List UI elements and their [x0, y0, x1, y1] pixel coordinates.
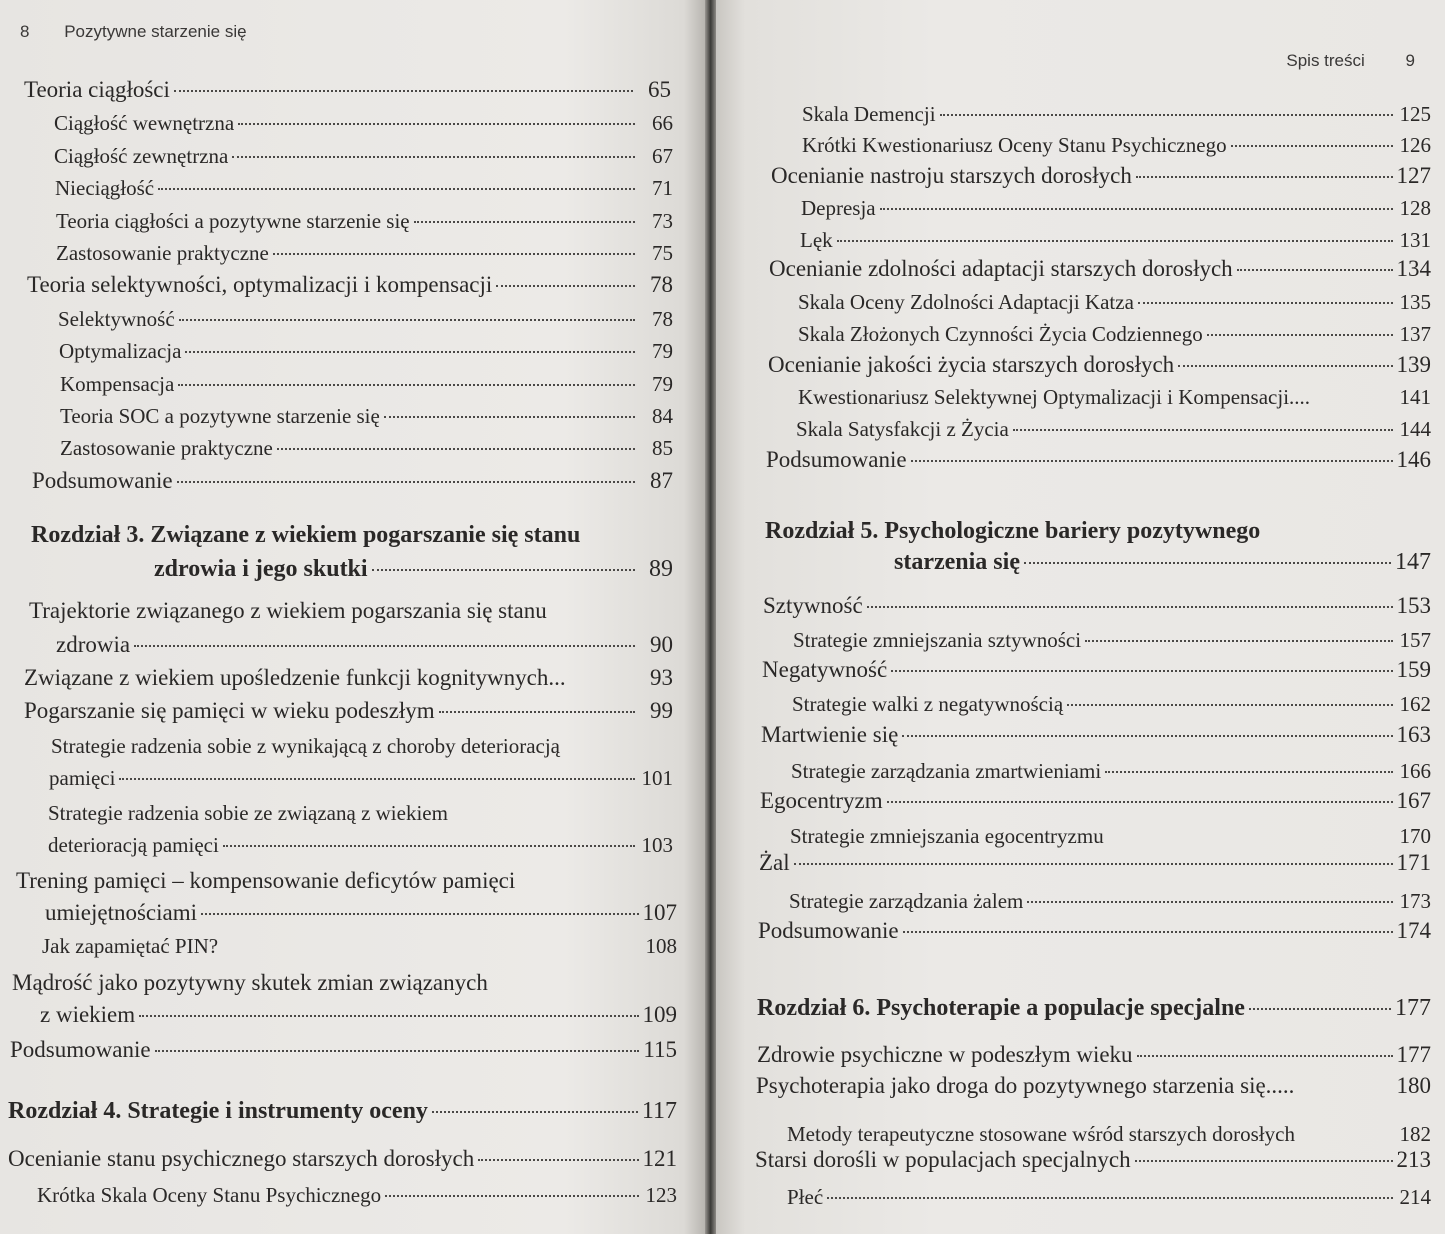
toc-entry: Strategie zmniejszania sztywności 157 — [793, 628, 1431, 652]
page-number: 9 — [1405, 51, 1415, 70]
toc-entry: Zdrowie psychiczne w podeszłym wieku 177 — [757, 1042, 1431, 1067]
toc-entry: deterioracją pamięci 103 — [48, 833, 673, 857]
toc-line: Strategie radzenia sobie ze związaną z wiekiem — [48, 801, 448, 825]
toc-entry: Strategie zarządzania zmartwieniami 166 — [791, 759, 1431, 783]
toc-entry: Podsumowanie 87 — [32, 468, 673, 493]
toc-entry: Strategie walki z negatywnością 162 — [792, 692, 1431, 716]
toc-entry: Zastosowanie praktyczne 75 — [56, 241, 673, 265]
toc-entry: Krótki Kwestionariusz Oceny Stanu Psychicznego 126 — [802, 133, 1431, 157]
toc-entry: zdrowia i jego skutki 89 — [154, 556, 673, 582]
toc-entry: Skala Satysfakcji z Życia 144 — [796, 417, 1431, 441]
toc-entry: Kompensacja 79 — [60, 372, 673, 396]
toc-entry: Strategie zarządzania żalem 173 — [789, 889, 1431, 913]
toc-entry: starzenia się 147 — [894, 549, 1431, 575]
toc-entry: Związane z wiekiem upośledzenie funkcji kognitywnych... 93 — [24, 665, 673, 690]
toc-entry: Ocenianie stanu psychicznego starszych dorosłych 121 — [8, 1146, 677, 1171]
page-number: 8 — [20, 22, 30, 41]
running-title: Pozytywne starzenie się — [64, 22, 247, 41]
chapter-heading: Rozdział 3. Związane z wiekiem pogarszanie się stanu — [31, 522, 581, 548]
toc-line: Trajektorie związanego z wiekiem pogarszania się stanu — [29, 598, 547, 623]
toc-entry: zdrowia 90 — [56, 632, 673, 657]
toc-entry: Selektywność 78 — [58, 307, 673, 331]
toc-entry: Skala Oceny Zdolności Adaptacji Katza 135 — [798, 290, 1431, 314]
toc-entry: Starsi dorośli w populacjach specjalnych 213 — [755, 1147, 1431, 1172]
toc-entry: Martwienie się 163 — [761, 722, 1431, 747]
toc-entry: Podsumowanie 115 — [10, 1037, 677, 1062]
toc-entry: Żal 171 — [759, 850, 1431, 875]
toc-entry: Ocenianie zdolności adaptacji starszych dorosłych 134 — [769, 256, 1431, 281]
toc-entry: Depresja 128 — [801, 196, 1431, 220]
toc-entry: Podsumowanie 174 — [758, 918, 1431, 943]
left-page — [0, 0, 705, 1234]
toc-entry: umiejętnościami 107 — [45, 900, 677, 925]
toc-entry: Strategie zmniejszania egocentryzmu 170 — [790, 824, 1431, 848]
toc-entry: Kwestionariusz Selektywnej Optymalizacji i Kompensacji.... 141 — [798, 385, 1431, 409]
toc-entry: Metody terapeutyczne stosowane wśród starszych dorosłych 182 — [787, 1122, 1431, 1146]
toc-entry: Skala Demencji 125 — [802, 102, 1431, 126]
toc-entry: Ocenianie jakości życia starszych dorosłych 139 — [768, 352, 1431, 377]
toc-entry: Krótka Skala Oceny Stanu Psychicznego 123 — [37, 1183, 677, 1207]
toc-entry: Rozdział 4. Strategie i instrumenty oceny 117 — [8, 1098, 677, 1124]
toc-entry: Podsumowanie 146 — [766, 447, 1431, 472]
toc-entry: Nieciągłość 71 — [55, 176, 673, 200]
toc-entry: Psychoterapia jako droga do pozytywnego starzenia się..... 180 — [756, 1073, 1431, 1098]
toc-entry: Pogarszanie się pamięci w wieku podeszłym 99 — [24, 698, 673, 723]
book-gutter — [705, 0, 716, 1234]
chapter-heading: Rozdział 5. Psychologiczne bariery pozytywnego — [765, 518, 1261, 544]
toc-entry: Ocenianie nastroju starszych dorosłych 127 — [771, 163, 1431, 188]
toc-entry: pamięci 101 — [49, 766, 673, 790]
left-running-head — [20, 22, 247, 50]
toc-entry: Sztywność 153 — [763, 593, 1431, 618]
toc-entry: z wiekiem 109 — [40, 1002, 677, 1027]
toc-entry: Optymalizacja 79 — [59, 339, 673, 363]
toc-entry: Płeć 214 — [787, 1185, 1431, 1209]
toc-entry: Rozdział 6. Psychoterapie a populacje specjalne 177 — [757, 995, 1431, 1021]
toc-line: Mądrość jako pozytywny skutek zmian związanych — [12, 970, 488, 995]
toc-line: Trening pamięci – kompensowanie deficytów pamięci — [16, 868, 516, 893]
toc-entry: Egocentryzm 167 — [760, 788, 1431, 813]
toc-entry: Teoria ciągłości 65 — [24, 77, 671, 102]
toc-entry: Lęk 131 — [800, 228, 1431, 252]
toc-entry: Jak zapamiętać PIN? 108 — [42, 934, 677, 958]
toc-entry: Teoria ciągłości a pozytywne starzenie się 73 — [56, 209, 673, 233]
toc-entry: Skala Złożonych Czynności Życia Codziennego 137 — [798, 322, 1431, 346]
right-page — [716, 0, 1445, 1234]
toc-line: Strategie radzenia sobie z wynikającą z choroby deterioracją — [51, 734, 560, 758]
toc-entry: Ciągłość wewnętrzna 66 — [54, 111, 673, 135]
toc-entry: Teoria selektywności, optymalizacji i kompensacji 78 — [27, 272, 673, 297]
toc-entry: Teoria SOC a pozytywne starzenie się 84 — [60, 404, 673, 428]
right-running-head — [1286, 51, 1415, 79]
toc-entry: Negatywność 159 — [762, 657, 1431, 682]
toc-entry: Ciągłość zewnętrzna 67 — [54, 144, 673, 168]
toc-entry: Zastosowanie praktyczne 85 — [60, 436, 673, 460]
running-title: Spis treści — [1286, 51, 1365, 70]
